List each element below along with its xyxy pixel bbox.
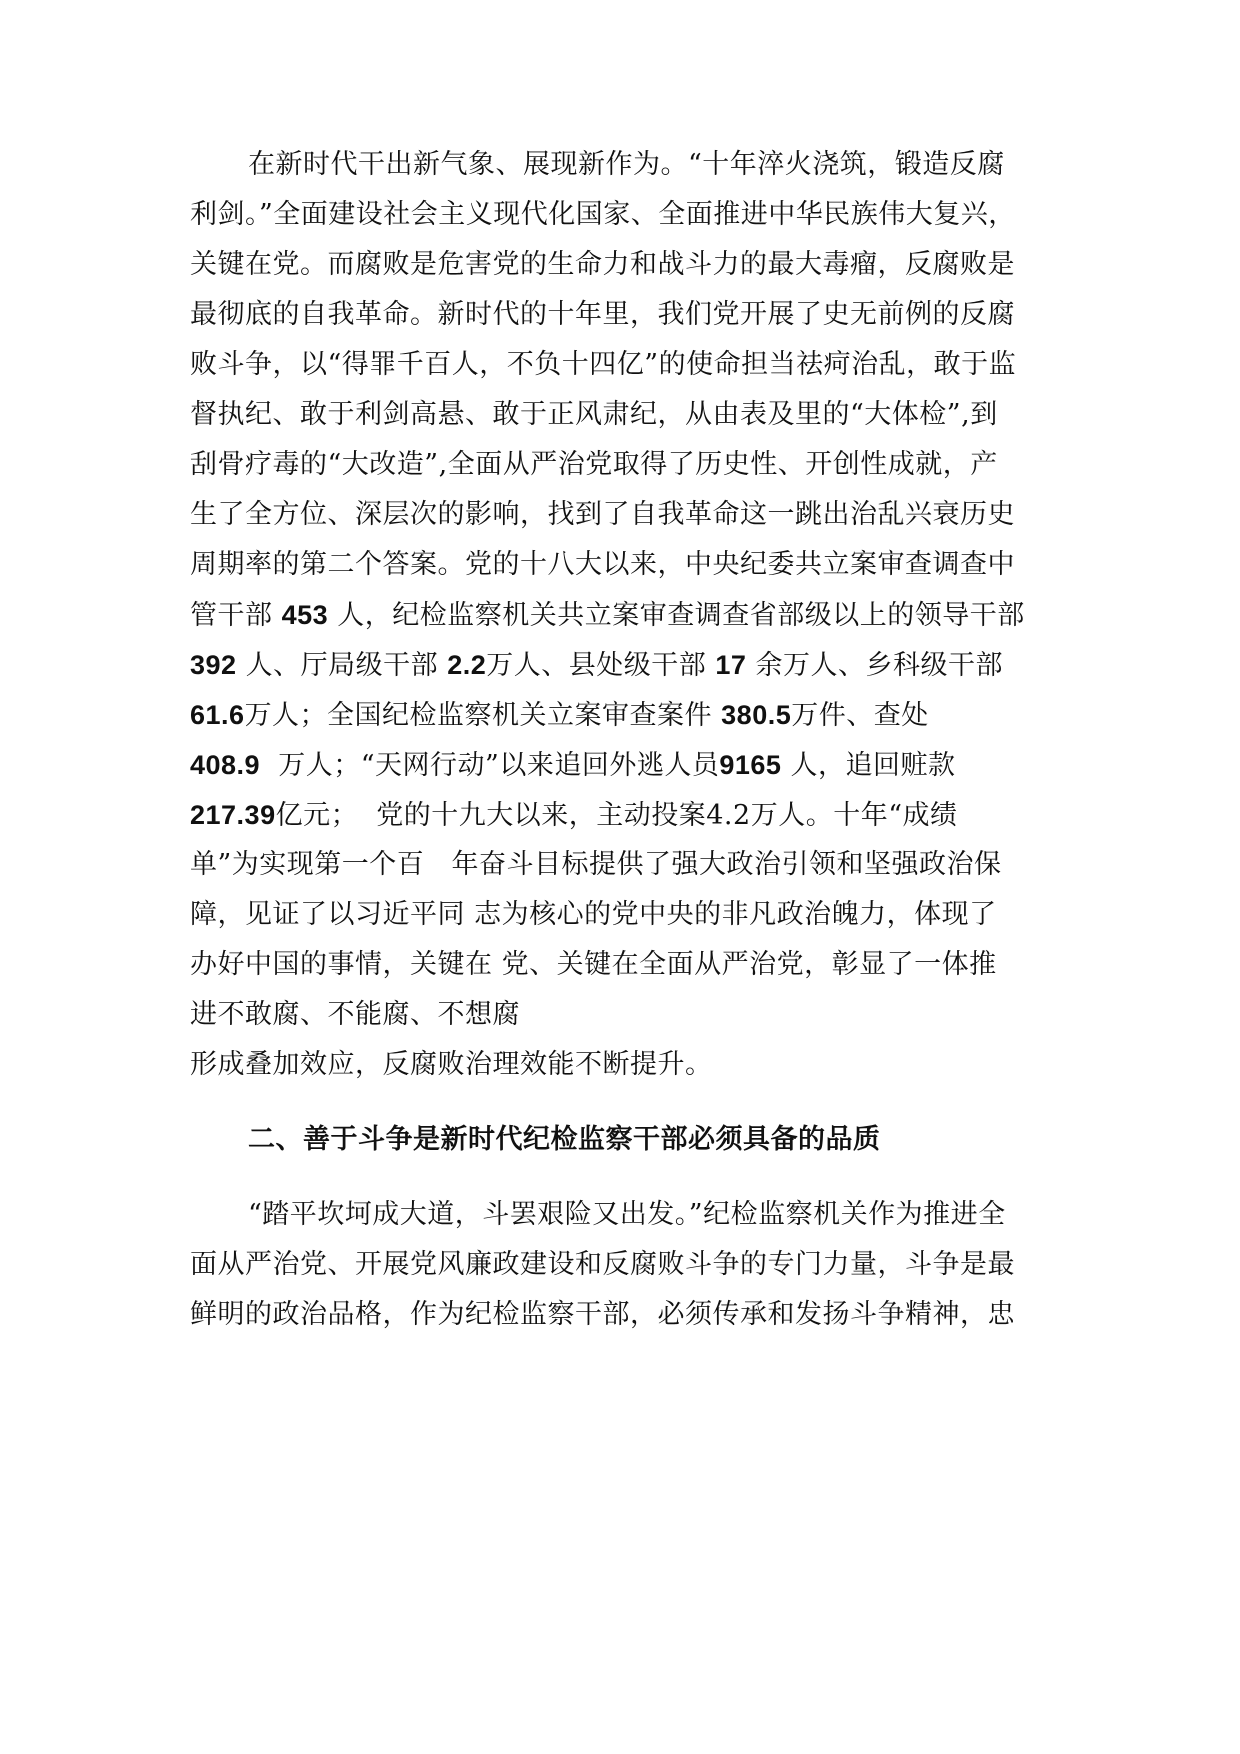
paragraph1-line-3: 关键在党。而腐败是危害党的生命力和战斗力的最大毒瘤，反腐败是 (190, 249, 1015, 280)
paragraph2-line-2: 面从严治党、开展党风廉政建设和反腐败斗争的专门力量，斗争是最 (190, 1249, 1015, 1280)
stat-number: 17 (715, 650, 747, 680)
section-heading: 二、善于斗争是新时代纪检监察干部必须具备的品质 (248, 1124, 881, 1155)
text-run: 人、厅局级干部 (236, 650, 448, 681)
paragraph1-line-4: 最彻底的自我革命。新时代的十年里，我们党开展了史无前例的反腐 (190, 299, 1015, 330)
stat-number: 380.5 (721, 700, 792, 730)
text-run: 余万人、乡科级干部 (746, 650, 1004, 681)
paragraph2-line-3: 鲜明的政治品格，作为纪检监察干部，必须传承和发扬斗争精神，忠 (190, 1299, 1015, 1330)
stat-number: 217.39 (190, 800, 276, 830)
paragraph1-line-6: 督执纪、敢于利剑高悬、敢于正风肃纪，从由表及里的“大体检”,到 (190, 399, 998, 430)
paragraph1-line-13 (190, 748, 956, 783)
paragraph1-line-9: 周期率的第二个答案。党的十八大以来，中央纪委共立案审查调查中 (190, 549, 1015, 580)
paragraph1-line-19: 形成叠加效应，反腐败治理效能不断提升。 (190, 1049, 713, 1080)
paragraph1-line-15: 单”为实现第一个百 年奋斗目标提供了强大政治引领和坚强政治保 (190, 849, 1002, 880)
stat-number: 392 (190, 650, 237, 680)
text-run: 亿元； 党的十九大以来，主动投案4.2万人。十年“成绩 (275, 800, 958, 831)
text-run: 人，纪检监察机关共立案审查调查省部级以上的领导干部 (328, 600, 1025, 631)
stat-number: 61.6 (190, 700, 245, 730)
stat-number: 453 (281, 600, 329, 630)
text-run: 万人；全国纪检监察机关立案审查案件 (244, 700, 722, 731)
paragraph1-line-7: 刮骨疗毒的“大改造”,全面从严治党取得了历史性、开创性成就，产 (190, 449, 998, 480)
paragraph2-line-1: “踏平坎坷成大道，斗罢艰险又出发。”纪检监察机关作为推进全 (248, 1199, 1006, 1230)
paragraph1-line-11 (190, 648, 1003, 683)
paragraph1-line-14 (190, 798, 958, 833)
stat-number: 408.9 (190, 750, 261, 780)
paragraph1-line-17: 办好中国的事情，关键在 党、关键在全面从严治党，彰显了一体推 (190, 949, 997, 980)
paragraph1-line-1: 在新时代干出新气象、展现新作为。“十年淬火浇筑，锻造反腐 (248, 149, 1005, 180)
stat-number: 9165 (719, 750, 782, 780)
text-run: 万件、查处 (791, 700, 929, 731)
paragraph1-line-12 (190, 698, 929, 733)
text-run: 万人；“天网行动”以来追回外逃人员 (260, 750, 720, 781)
stat-number: 2.2 (447, 650, 487, 680)
paragraph1-line-5: 败斗争，以“得罪千百人，不负十四亿”的使命担当祛疴治乱，敢于监 (190, 349, 1017, 380)
text-run: 管干部 (190, 600, 282, 631)
paragraph1-line-10 (190, 598, 1025, 633)
text-run: 人，追回赃款 (781, 750, 956, 781)
paragraph1-line-18: 进不敢腐、不能腐、不想腐 (190, 999, 520, 1030)
paragraph1-line-8: 生了全方位、深层次的影响，找到了自我革命这一跳出治乱兴衰历史 (190, 499, 1015, 530)
paragraph1-line-2: 利剑。”全面建设社会主义现代化国家、全面推进中华民族伟大复兴， (190, 199, 1016, 230)
text-run: 万人、县处级干部 (486, 650, 716, 681)
paragraph1-line-16: 障，见证了以习近平同 志为核心的党中央的非凡政治魄力，体现了 (190, 899, 997, 930)
